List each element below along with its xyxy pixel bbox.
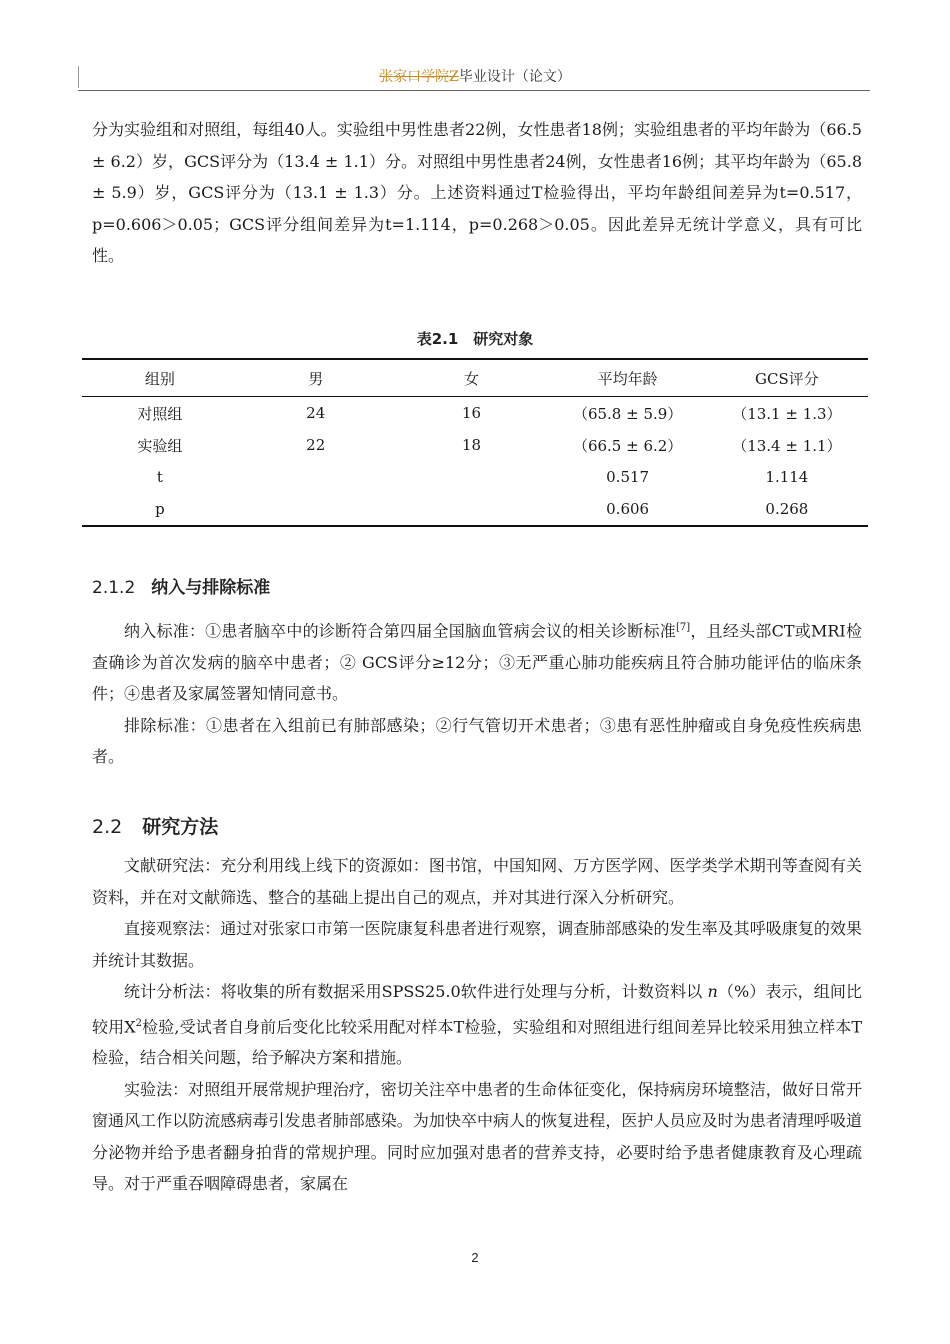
inclusion-rest: ，且经头部CT或MRI检查确诊为首次发病的脑卒中患者；② GCS评分≥12分；③无严重心肺功能疾病且符合肺功能评估的临床条件；④患者及家属签署知情同意书。 xyxy=(92,621,862,704)
header-group: 组别 xyxy=(144,369,175,388)
table-row xyxy=(82,429,868,461)
stats-superscript: 2 xyxy=(135,1017,143,1029)
study-table xyxy=(82,358,868,527)
heading-2-1-2-title: 纳入与排除标准 xyxy=(151,578,271,598)
intro-paragraph: 分为实验组和对照组，每组40人。实验组中男性患者22例，女性患者18例；实验组患者的平均年龄为（66.5 ± 6.2）岁，GCS评分为（13.4 ± 1.1）分。对照组中男性患者24例，女性患者16例；其平均年龄为（65.8 ± 5.9）岁，GCS评分为（13.1 ± 1.3）分。上述资料通过T检验得出，平均年龄组间差异为t=0.517，p=0.606＞0.05；GCS评分组间差异为t=1.114，p=0.268＞0.05。因此差异无统计学意义，具有可比性。 xyxy=(92,120,862,265)
header-male: 男 xyxy=(308,369,324,388)
table-caption: 表2.1 研究对象 xyxy=(416,330,534,348)
heading-2-2-number: 2.2 xyxy=(92,816,123,838)
page-number: 2 xyxy=(471,1250,479,1265)
exclusion-paragraph: 排除标准：①患者在入组前已有肺部感染；②行气管切开术患者；③患有恶性肿瘤或自身免疫性疾病患者。 xyxy=(92,715,862,767)
experiment-paragraph: 实验法：对照组开展常规护理治疗，密切关注卒中患者的生命体征变化，保持病房环境整洁，做好日常开窗通风工作以防流感病毒引发患者肺部感染。为加快卒中病人的恢复进程，医护人员应及时为患者清理呼吸道分泌物并给予患者翻身拍背的常规护理。同时应加强对患者的营养支持，必要时给予患者健康教育及心理疏导。对于严重吞咽障碍患者，家属在 xyxy=(92,1079,862,1194)
cell-male: 24 xyxy=(306,404,326,422)
header-rule xyxy=(78,90,870,91)
cell-gcs: 0.268 xyxy=(765,500,809,518)
cell-age: （65.8 ± 5.9） xyxy=(572,404,683,423)
heading-2-1-2 xyxy=(92,573,270,598)
cell-group: 对照组 xyxy=(137,404,183,423)
cell-female xyxy=(394,493,550,526)
cell-gcs: 1.114 xyxy=(765,468,809,486)
cell-male xyxy=(238,493,394,526)
inclusion-text: 纳入标准：①患者脑卒中的诊断符合第四届全国脑血管病会议的相关诊断标准 xyxy=(124,621,677,641)
heading-2-1-2-number: 2.1.2 xyxy=(92,578,136,598)
running-header xyxy=(0,66,950,86)
cell-group: t xyxy=(156,468,163,486)
cell-gcs: （13.4 ± 1.1） xyxy=(732,436,842,455)
header-school: 张家口学院Z xyxy=(379,69,459,85)
cell-male: 22 xyxy=(306,436,326,454)
statistics-paragraph xyxy=(92,976,862,1074)
stats-text-b: （%）表示，组间比较用X xyxy=(92,982,862,1036)
inclusion-paragraph xyxy=(92,612,862,710)
cell-female xyxy=(394,461,550,493)
header-title: 毕业设计（论文） xyxy=(458,69,571,85)
header-age: 平均年龄 xyxy=(597,369,658,388)
cell-group: p xyxy=(155,500,165,518)
citation-ref: [7] xyxy=(676,622,691,633)
cell-age: 0.606 xyxy=(606,500,650,518)
literature-paragraph: 文献研究法：充分利用线上线下的资源如：图书馆，中国知网、万方医学网、医学类学术期刊等查阅有关资料，并在对文献筛选、整合的基础上提出自己的观点，并对其进行深入分析研究。 xyxy=(92,856,862,907)
intro-section xyxy=(92,114,862,272)
table-row xyxy=(82,397,868,430)
cell-group: 实验组 xyxy=(137,436,183,455)
stats-text-a: 统计分析法：将收集的所有数据采用SPSS25.0软件进行处理与分析，计数资料以 xyxy=(124,982,703,1001)
header-female: 女 xyxy=(464,369,480,388)
cell-age: （66.5 ± 6.2） xyxy=(572,436,683,455)
stats-n: n xyxy=(707,982,718,1001)
cell-female: 18 xyxy=(462,436,482,454)
heading-2-2 xyxy=(92,812,218,839)
heading-2-2-title: 研究方法 xyxy=(142,816,219,838)
table-header-row xyxy=(82,359,868,397)
cell-female: 16 xyxy=(462,404,482,422)
observation-paragraph: 直接观察法：通过对张家口市第一医院康复科患者进行观察，调查肺部感染的发生率及其呼吸康复的效果并统计其数据。 xyxy=(92,919,862,970)
cell-gcs: （13.1 ± 1.3） xyxy=(732,404,842,423)
header-gcs: GCS评分 xyxy=(755,369,819,388)
cell-male xyxy=(238,461,394,493)
stats-text-c: 检验,受试者自身前后变化比较采用配对样本T检验，实验组和对照组进行组间差异比较采用独立样本T检验，结合相关问题，给予解决方案和措施。 xyxy=(92,1016,862,1068)
table-row xyxy=(82,461,868,493)
criteria-section xyxy=(92,612,862,773)
cell-age: 0.517 xyxy=(606,468,650,486)
table-row xyxy=(82,493,868,526)
methods-section xyxy=(92,850,862,1200)
